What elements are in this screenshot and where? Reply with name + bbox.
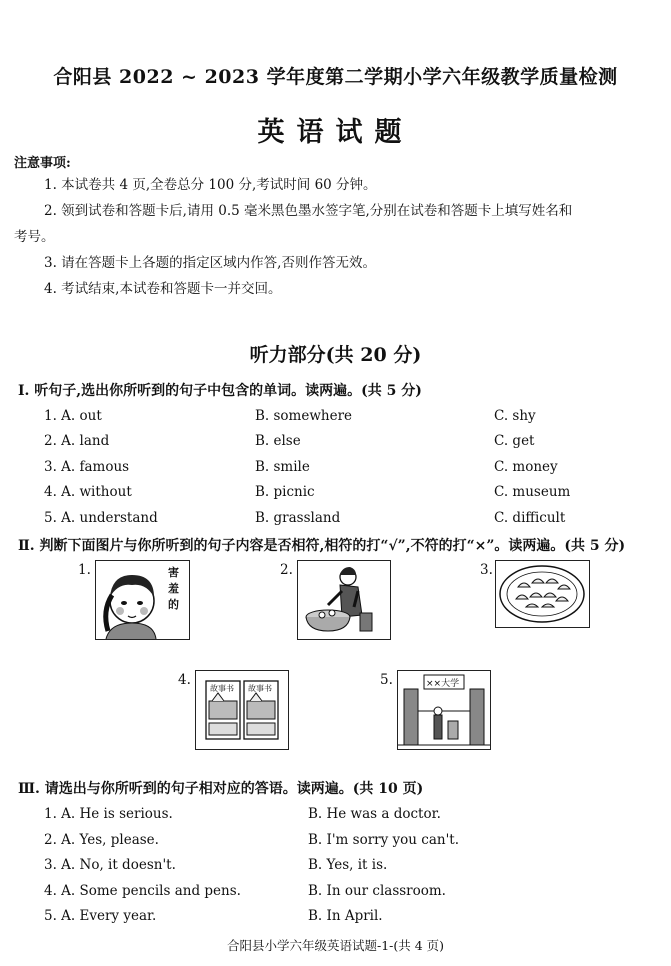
note-item: 3. 请在答题卡上各题的指定区域内作答,否则作答无效。 <box>44 255 376 271</box>
option-b: B. I'm sorry you can't. <box>308 832 459 848</box>
option-a: 3. A. famous <box>44 459 130 475</box>
picture-washing-clothes <box>297 560 391 640</box>
option-b: B. picnic <box>255 484 315 500</box>
option-c: C. money <box>494 459 558 475</box>
option-c: C. shy <box>494 408 536 424</box>
note-item: 2. 领到试卷和答题卡后,请用 0.5 毫米黑色墨水签字笔,分别在试卷和答题卡上填写姓名和 <box>44 203 573 219</box>
note-item: 1. 本试卷共 4 页,全卷总分 100 分,考试时间 60 分钟。 <box>44 177 377 193</box>
option-a: 2. A. Yes, please. <box>44 832 159 848</box>
option-c: C. get <box>494 433 535 449</box>
option-b: B. Yes, it is. <box>308 857 388 873</box>
exam-title: 合阳县 2022 ~ 2023 学年度第二学期小学六年级教学质量检测 <box>53 66 618 88</box>
book-title: 故事书 <box>210 684 234 693</box>
option-b: B. He was a doctor. <box>308 806 441 822</box>
option-a: 4. A. Some pencils and pens. <box>44 883 241 899</box>
picture-label: 3. <box>480 562 493 578</box>
option-a: 5. A. understand <box>44 510 158 526</box>
option-a: 4. A. without <box>44 484 132 500</box>
note-item: 4. 考试结束,本试卷和答题卡一并交回。 <box>44 281 282 297</box>
picture-dumplings <box>495 560 590 628</box>
picture-label: 1. <box>78 562 91 578</box>
option-b: B. smile <box>255 459 310 475</box>
picture-storybooks <box>195 670 289 750</box>
option-b: B. else <box>255 433 301 449</box>
option-b: B. In our classroom. <box>308 883 446 899</box>
option-a: 3. A. No, it doesn't. <box>44 857 176 873</box>
option-c: C. museum <box>494 484 571 500</box>
option-b: B. In April. <box>308 908 383 924</box>
option-a: 1. A. He is serious. <box>44 806 173 822</box>
picture-label: 2. <box>280 562 293 578</box>
book-title: 故事书 <box>248 684 272 693</box>
exam-subject: 英语试题 <box>257 117 414 148</box>
option-a: 1. A. out <box>44 408 102 424</box>
part2-instruction: Ⅱ. 判断下面图片与你所听到的句子内容是否相符,相符的打“√”,不符的打“×”。读两遍。(共 5 分) <box>18 538 626 554</box>
option-b: B. grassland <box>255 510 341 526</box>
note-item: 考号。 <box>14 229 55 245</box>
notes-heading: 注意事项: <box>14 156 71 171</box>
part1-instruction: Ⅰ. 听句子,选出你所听到的句子中包含的单词。读两遍。(共 5 分) <box>18 383 422 399</box>
page-footer: 合阳县小学六年级英语试题-1-(共 4 页) <box>226 938 445 953</box>
picture-caption: 害羞的 <box>168 566 179 611</box>
part3-instruction: Ⅲ. 请选出与你所听到的句子相对应的答语。读两遍。(共 10 页) <box>18 781 424 797</box>
picture-university-gate <box>397 670 491 750</box>
option-b: B. somewhere <box>255 408 353 424</box>
picture-shy-child <box>95 560 190 640</box>
listening-section-title: 听力部分(共 20 分) <box>249 344 422 366</box>
picture-label: 4. <box>178 672 191 688</box>
option-a: 5. A. Every year. <box>44 908 157 924</box>
option-c: C. difficult <box>494 510 566 526</box>
option-a: 2. A. land <box>44 433 110 449</box>
gate-sign: ××大学 <box>426 679 460 689</box>
picture-label: 5. <box>380 672 393 688</box>
